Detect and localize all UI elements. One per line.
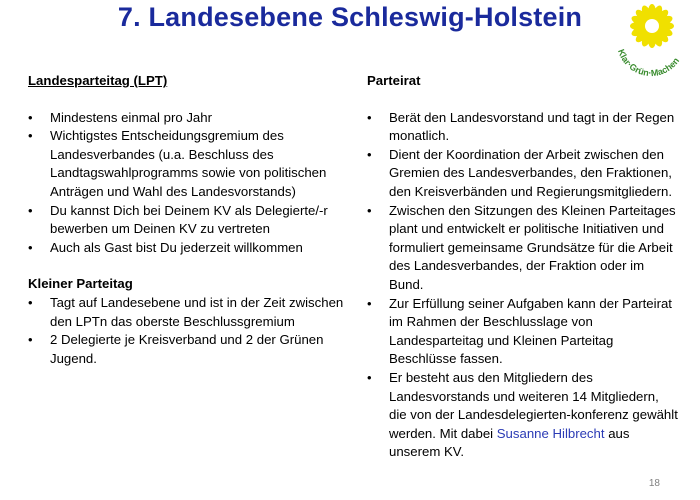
right-column xyxy=(367,72,679,462)
list-item: • Zur Erfüllung seiner Aufgaben kann der Parteirat im Rahmen der Beschlusslage von Landesparteitag und Kleinen Parteitag Beschlüsse fassen. xyxy=(367,295,679,369)
list-item: • Du kannst Dich bei Deinem KV als Delegierte/-r bewerben um Deinen KV zu vertreten xyxy=(28,202,348,239)
list-item xyxy=(367,369,679,462)
svg-text:Klar·Grün·Machen: Klar·Grün·Machen xyxy=(616,47,682,79)
left-column xyxy=(28,72,348,368)
kpt-list xyxy=(28,294,348,368)
list-item: • Tagt auf Landesebene und ist in der Zeit zwischen den LPTn das oberste Beschlussgremium xyxy=(28,294,348,331)
list-item: • Berät den Landesvorstand und tagt in der Regen monatlich. xyxy=(367,109,679,146)
parteirat-list xyxy=(367,109,679,462)
last-item-suffix: aus unserem KV. xyxy=(389,425,630,460)
list-item: • Wichtigstes Entscheidungsgremium des Landesverbandes (u.a. Beschluss des Landtagswahlprogramms sowie von politischen Anträgen und Wahl des Landesvorstands) xyxy=(28,127,348,201)
lpt-list xyxy=(28,109,348,258)
list-item: • Zwischen den Sitzungen des Kleinen Parteitages plant und entwickelt er politische Initiativen und formuliert gemeinsame Grundsätze für die Arbeit des Landesverbandes, der Fraktion oder im Bund. xyxy=(367,202,679,295)
slide-title: 7. Landesebene Schleswig-Holstein xyxy=(117,2,583,32)
parteirat-heading: Parteirat xyxy=(367,73,421,88)
page-number: 18 xyxy=(648,478,660,489)
list-item: • Dient der Koordination der Arbeit zwischen den Gremien des Landesverbandes, den Fraktionen, den Kreisverbänden und Regierungsmitgliedern. xyxy=(367,146,679,202)
list-item: • Auch als Gast bist Du jederzeit willkommen xyxy=(28,239,348,258)
lpt-heading: Landesparteitag (LPT) xyxy=(28,73,168,88)
list-item: • 2 Delegierte je Kreisverband und 2 der Grünen Jugend. xyxy=(28,331,348,368)
list-item: • Mindestens einmal pro Jahr xyxy=(28,109,348,128)
last-item-text: Er besteht aus den Mitgliedern des Landesvorstands und weiteren 14 Mitgliedern, die von der Landesdelegierten-konferenz gewählt werden. Mit dabei xyxy=(389,369,678,441)
member-link[interactable]: Susanne Hilbrecht xyxy=(496,425,605,441)
kpt-heading: Kleiner Parteitag xyxy=(28,276,133,292)
